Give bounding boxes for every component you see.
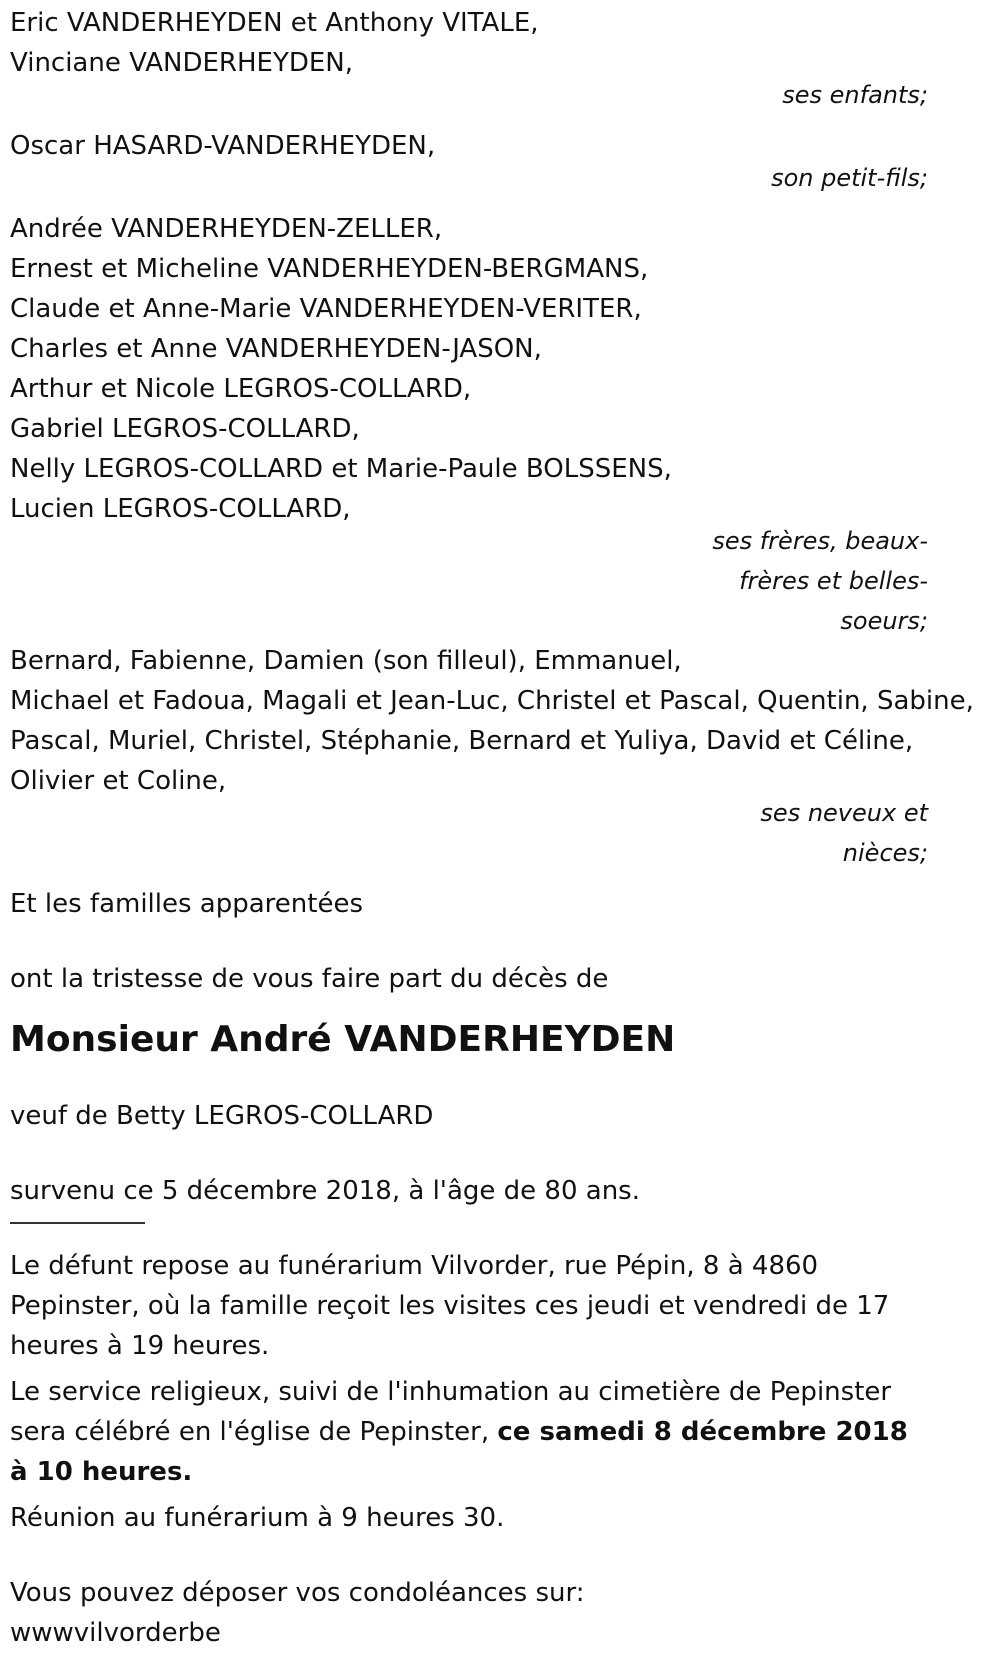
widower-of: veuf de Betty LEGROS-COLLARD [10, 1101, 434, 1131]
sibling-name-7: Nelly LEGROS-COLLARD et Marie-Paule BOLSSENS, [10, 454, 672, 484]
siblings-group [10, 209, 928, 641]
announcement-text: ont la tristesse de vous faire part du décès de [10, 964, 609, 994]
nephews-role-line-2: nièces; [842, 839, 928, 867]
service-date: ce samedi 8 décembre 2018 à 10 heures. [10, 1417, 908, 1487]
siblings-role-line-2: frères et belles- [739, 567, 928, 595]
nephew-line-4: Olivier et Coline, [10, 766, 227, 796]
sibling-name-3: Claude et Anne-Marie VANDERHEYDEN-VERITER, [10, 294, 642, 324]
separator-line [10, 1221, 145, 1224]
sibling-name-4: Charles et Anne VANDERHEYDEN-JASON, [10, 334, 542, 364]
sibling-name-2: Ernest et Micheline VANDERHEYDEN-BERGMANS, [10, 254, 649, 284]
sibling-name-1: Andrée VANDERHEYDEN-ZELLER, [10, 214, 443, 244]
deceased-name: Monsieur André VANDERHEYDEN [10, 1019, 676, 1060]
grandson-name-1: Oscar HASARD-VANDERHEYDEN, [10, 131, 436, 161]
sibling-name-6: Gabriel LEGROS-COLLARD, [10, 414, 360, 444]
children-name-1: Eric VANDERHEYDEN et Anthony VITALE, [10, 8, 539, 38]
children-role-text: ses enfants; [782, 81, 928, 109]
service-paragraph [10, 1372, 928, 1492]
siblings-role-line-3: soeurs; [840, 607, 928, 635]
grandson-group [10, 126, 928, 198]
gathering-paragraph: Réunion au funérarium à 9 heures 30. [10, 1503, 505, 1533]
death-info: survenu ce 5 décembre 2018, à l'âge de 80 ans. [10, 1176, 640, 1206]
nephews-group [10, 641, 974, 873]
nephew-line-2: Michael et Fadoua, Magali et Jean-Luc, Christel et Pascal, Quentin, Sabine, [10, 686, 974, 716]
related-families: Et les familles apparentées [10, 889, 364, 919]
service-intro: Le service religieux, suivi de l'inhumation au cimetière de Pepinster sera célébré en l'église de Pepinster, [10, 1377, 892, 1447]
nephew-line-3: Pascal, Muriel, Christel, Stéphanie, Bernard et Yuliya, David et Céline, [10, 726, 914, 756]
grandson-role-text: son petit-fils; [771, 164, 928, 192]
nephew-line-1: Bernard, Fabienne, Damien (son filleul), Emmanuel, [10, 646, 682, 676]
rest-place-paragraph: Le défunt repose au funérarium Vilvorder, rue Pépin, 8 à 4860 Pepinster, où la famille reçoit les visites ces jeudi et vendredi de 17 heures à 19 heures. [10, 1251, 890, 1361]
sibling-name-8: Lucien LEGROS-COLLARD, [10, 494, 351, 524]
nephews-role-line-1: ses neveux et [760, 799, 928, 827]
nephews-role [10, 793, 928, 873]
condolences-website[interactable]: wwwvilvorderbe [10, 1618, 221, 1648]
children-group [10, 3, 928, 115]
sibling-name-5: Arthur et Nicole LEGROS-COLLARD, [10, 374, 472, 404]
children-name-2: Vinciane VANDERHEYDEN, [10, 48, 354, 78]
siblings-role [10, 521, 928, 641]
siblings-role-line-1: ses frères, beaux- [712, 527, 928, 555]
condolences-text: Vous pouvez déposer vos condoléances sur: [10, 1578, 585, 1608]
